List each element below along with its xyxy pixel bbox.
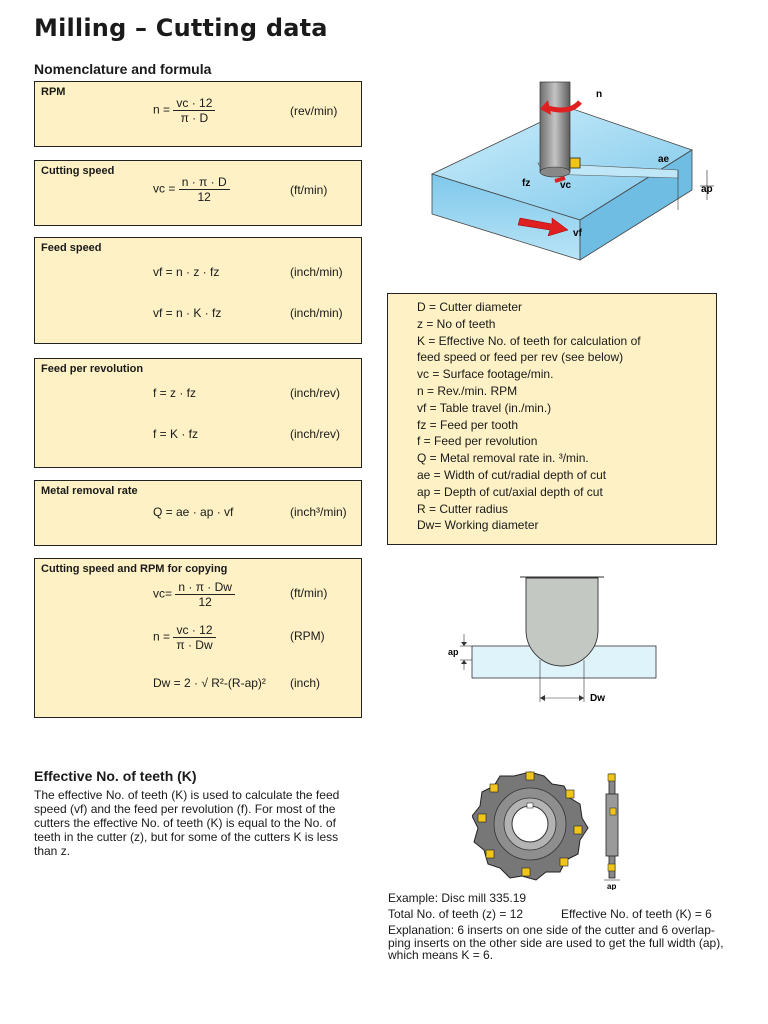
effective-teeth: Effective No. of teeth (K) = 6 [561, 907, 712, 921]
insert [478, 814, 486, 822]
label-fz: fz [522, 178, 531, 189]
rpm-unit: (rev/min) [290, 104, 338, 118]
box-title-feed-per-rev: Feed per revolution [41, 363, 144, 375]
label-ae: ae [658, 154, 670, 165]
cutting-speed-formula [153, 175, 230, 204]
legend-item: K = Effective No. of teeth for calculation of [417, 333, 641, 348]
legend-item: f = Feed per revolution [417, 434, 538, 449]
label-ap: ap [701, 184, 713, 195]
ball-nose-cutter [526, 578, 598, 666]
fraction [173, 623, 215, 652]
insert [490, 784, 498, 792]
example-title: Example: Disc mill 335.19 [388, 891, 527, 905]
fraction-numerator: vc · 12 [173, 623, 215, 638]
feed-speed-formula-2: vf = n · K · fz [153, 306, 222, 320]
legend-item: R = Cutter radius [417, 501, 509, 516]
copying-formula-3: Dw = 2 · √ R²-(R-ap)² [153, 676, 266, 690]
insert [560, 858, 568, 866]
copying-unit-2: (RPM) [290, 629, 325, 643]
insert [522, 868, 530, 876]
insert [566, 790, 574, 798]
box-title-metal-removal: Metal removal rate [41, 485, 138, 497]
legend-item: ae = Width of cut/radial depth of cut [417, 467, 607, 482]
fraction-denominator: 12 [198, 595, 212, 609]
box-title-cutting-speed: Cutting speed [41, 165, 115, 177]
legend-item: Q = Metal removal rate in. ³/min. [417, 451, 589, 466]
rpm-formula [153, 96, 215, 125]
copying-formula-1 [153, 580, 235, 609]
explanation-line: which means K = 6. [388, 948, 494, 962]
explanation-line: ping inserts on the other side are used to get the full width (ap), [388, 935, 724, 950]
example-block [388, 890, 728, 962]
insert [574, 826, 582, 834]
cutting-speed-unit: (ft/min) [290, 183, 328, 197]
fraction-numerator: vc · 12 [173, 96, 215, 111]
fraction [173, 96, 215, 125]
label-dw: Dw [590, 693, 605, 704]
label-ap-disc: ap [607, 882, 617, 890]
label-vc: vc [560, 180, 572, 191]
insert [486, 850, 494, 858]
disc-mill-image [472, 768, 642, 890]
legend-item: Dw= Working diameter [417, 518, 539, 533]
cutting-insert [570, 158, 580, 168]
formula-lhs: vc = [153, 181, 176, 196]
formula-lhs: n = [153, 629, 171, 644]
copying-formula-2 [153, 623, 216, 652]
formula-lhs: vc= [153, 586, 173, 601]
label-ap-copy: ap [448, 647, 459, 657]
feed-speed-unit-2: (inch/min) [290, 306, 343, 320]
fraction-denominator: 12 [197, 190, 211, 204]
nomenclature-legend [387, 293, 717, 545]
cutter-shaft [540, 82, 570, 172]
metal-removal-unit: (inch³/min) [290, 505, 347, 519]
legend-item: fz = Feed per tooth [417, 417, 519, 432]
copying-diagram [440, 572, 670, 708]
feed-per-rev-formula-1: f = z · fz [153, 386, 197, 400]
total-teeth: Total No. of teeth (z) = 12 [388, 907, 524, 921]
disc-mill-side-view [604, 774, 620, 890]
metal-removal-formula: Q = ae · ap · vf [153, 505, 234, 519]
legend-item: vf = Table travel (in./min.) [417, 400, 552, 415]
example-teeth-row [388, 906, 728, 924]
milling-diagram [420, 78, 730, 280]
feed-speed-unit-1: (inch/min) [290, 265, 343, 279]
legend-item: z = No of teeth [417, 316, 496, 331]
page-title: Milling – Cutting data [34, 14, 328, 42]
explanation-line: Explanation: 6 inserts on one side of the cutter and 6 overlap- [388, 923, 715, 937]
fraction [179, 175, 230, 204]
metal-removal-box [34, 480, 362, 546]
rpm-box [34, 81, 362, 147]
insert [526, 772, 534, 780]
legend-item: n = Rev./min. RPM [417, 383, 518, 398]
fraction [175, 580, 235, 609]
feed-speed-formula-1: vf = n · z · fz [153, 265, 220, 279]
feed-per-rev-box [34, 358, 362, 468]
legend-item: ap = Depth of cut/axial depth of cut [417, 484, 603, 499]
feed-speed-box [34, 237, 362, 344]
section-subtitle: Nomenclature and formula [34, 61, 212, 77]
cutting-speed-box [34, 160, 362, 226]
legend-item: vc = Surface footage/min. [417, 367, 554, 382]
legend-item: D = Cutter diameter [417, 300, 523, 314]
copying-unit-1: (ft/min) [290, 586, 328, 600]
fraction-numerator: n · π · D [179, 175, 230, 190]
label-n: n [596, 89, 603, 100]
feed-per-rev-formula-2: f = K · fz [153, 427, 199, 441]
box-title-rpm: RPM [41, 86, 66, 98]
box-title-copying: Cutting speed and RPM for copying [41, 563, 228, 575]
box-title-feed-speed: Feed speed [41, 242, 102, 254]
legend-item: feed speed or feed per rev (see below) [417, 350, 624, 365]
label-vf: vf [573, 228, 582, 239]
feed-per-rev-unit-2: (inch/rev) [290, 427, 341, 441]
fraction-denominator: π · D [180, 111, 209, 125]
formula-lhs: n = [153, 102, 171, 117]
effective-teeth-heading: Effective No. of teeth (K) [34, 768, 197, 784]
feed-per-rev-unit-1: (inch/rev) [290, 386, 341, 400]
copying-box [34, 558, 362, 718]
effective-teeth-paragraph: The effective No. of teeth (K) is used to calculate the feed speed (vf) and the feed per revolution (f). For most of the cutters the effective No. of teeth (K) is equal to the No. of teeth in the cutter (z), but for some of the cutters K is less than z. [34, 788, 340, 858]
fraction-numerator: n · π · Dw [175, 580, 235, 595]
fraction-denominator: π · Dw [176, 638, 213, 652]
copying-unit-3: (inch) [290, 676, 321, 690]
